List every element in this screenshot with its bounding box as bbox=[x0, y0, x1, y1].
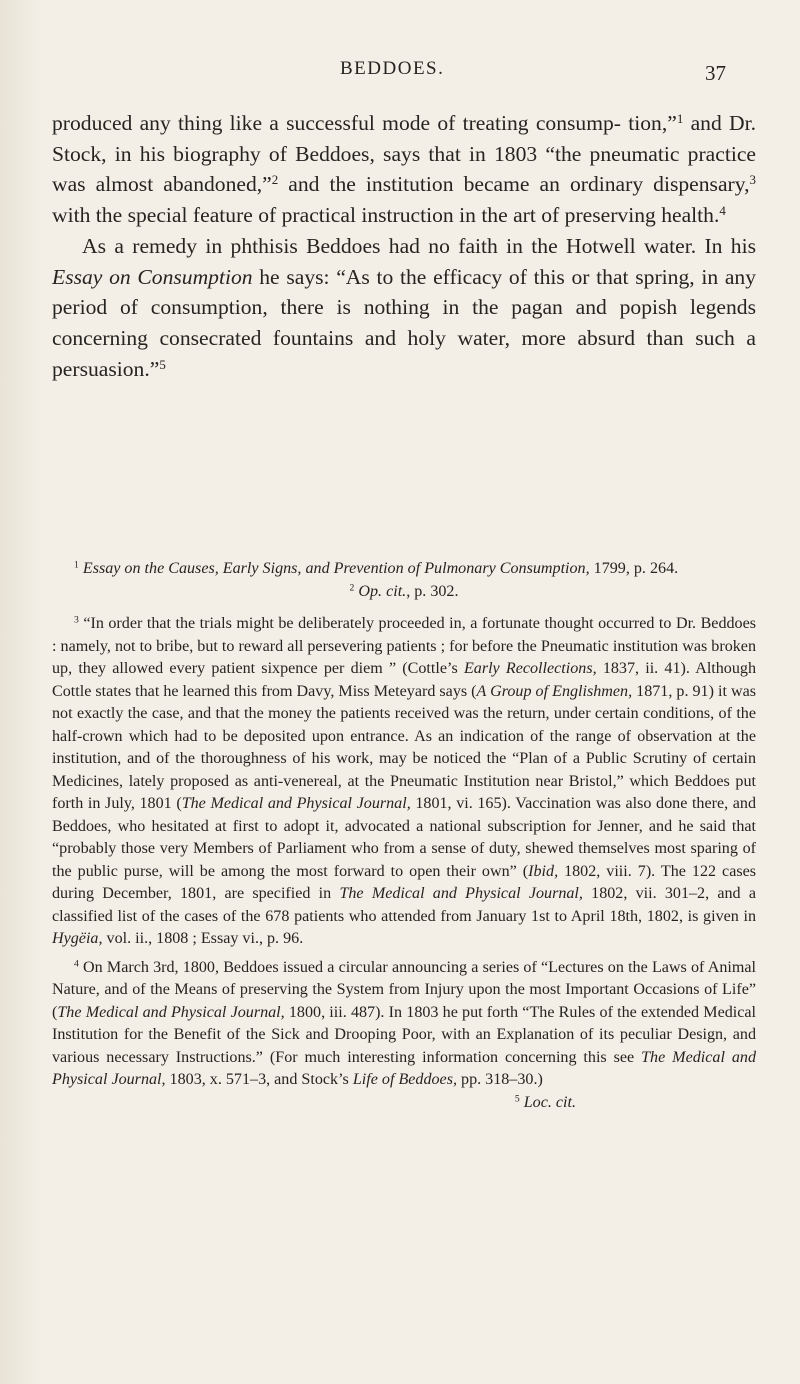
paragraph-2: As a remedy in phthisis Beddoes had no faith in the Hotwell water. In his Essay on Consumption he says: “As to the efficacy of this or that spring, in any period of consumption, there is nothing in the pagan and popish legends concerning consecrated fountains and holy water, more absurd than such a persuasion.”$^5$ bbox=[52, 233, 757, 381]
running-head bbox=[0, 58, 800, 88]
body-text bbox=[52, 108, 756, 384]
footnote-ref-2: 2 bbox=[271, 172, 279, 188]
footnote-2: $^2$ Op. cit., p. 302. bbox=[349, 582, 459, 600]
paragraph-1: produced any thing like a successful mode of treating consump- tion,”$^1$ and Dr. Stock, in his biography of Beddoes, says that in 1803 “the pneumatic practice was almost abandoned,”$^2$ and the institution became an ordinary dispensary,$^3$ with the special feature of practical instruction in the art of preserving health.$^4$ bbox=[52, 110, 757, 228]
running-title: BEDDOES. bbox=[340, 58, 445, 79]
page-number: 37 bbox=[705, 61, 726, 85]
essay-title: Essay on Consumption bbox=[52, 264, 253, 289]
footnote-ref-3: 3 bbox=[749, 172, 756, 188]
footnote-ref-1: 1 bbox=[676, 110, 684, 126]
page-edge-shadow bbox=[0, 0, 40, 1384]
footnote-ref-5: 5 bbox=[159, 356, 166, 372]
footnote-1: $^1$ Essay on the Causes, Early Signs, and Prevention of Pulmonary Consumption, 1799, p. 264. bbox=[74, 559, 679, 577]
footnote-3: $^3$ “In order that the trials might be deliberately proceeded in, a fortunate thought occurred to Dr. Beddoes : namely, not to bribe, but to reward all persevering patients ; for before the Pneumatic institution was broken up, they allowed every patient sixpence per diem ” (Cottle’s Early Recollections, 1837, ii. 41). Although Cottle states that he learned this from Davy, Miss Meteyard says (A Group of Englishmen, 1871, p. 91) it was not exactly the case, and that the money the patients received was the return, under certain conditions, of the half-crown which had to be deposited upon entrance. As an indication of the range of observation at the institution, and of the thoroughness of his work, may be noticed the “Plan of a Public Scrutiny of certain Medicines, lately proposed as anti-venereal, at the Pneumatic Institution near Bristol,” which Beddoes put forth in July, 1801 (The Medical and Physical Journal, 1801, vi. 165). Vaccination was also done there, and Beddoes, who hesitated at first to adopt it, advocated a national subscription for Jenner, and he said that “probably those very Members of Parliament who from a sense of duty, shewed themselves most sparing of the public purse, will be among the most forward to open their own” (Ibid, 1802, viii. 7). The 122 cases during December, 1801, are specified in The Medical and Physical Journal, 1802, vii. 301–2, and a classified list of the cases of the 678 patients who attended from January 1st to April 18th, 1802, is given in Hygëia, vol. ii., 1808 ; Essay vi., p. 96. bbox=[52, 614, 757, 947]
footnotes bbox=[52, 558, 756, 1120]
footnote-ref-4: 4 bbox=[719, 202, 726, 218]
footnote-4: $^4$ On March 3rd, 1800, Beddoes issued a circular announcing a series of “Lectures on the Laws of Animal Nature, and of the Means of preserving the System from Injury upon the most Important Occasions of Life” (The Medical and Physical Journal, 1800, iii. 487). In 1803 he put forth “The Rules of the extended Medical Institution for the Benefit of the Sick and Drooping Poor, with an Explanation of its peculiar Design, and various necessary Instructions.” (For much interesting information concerning this see The Medical and Physical Journal, 1803, x. 571–3, and Stock’s Life of Beddoes, pp. 318–30.) bbox=[52, 958, 757, 1088]
footnote-5: $^5$ Loc. cit. bbox=[514, 1093, 576, 1111]
